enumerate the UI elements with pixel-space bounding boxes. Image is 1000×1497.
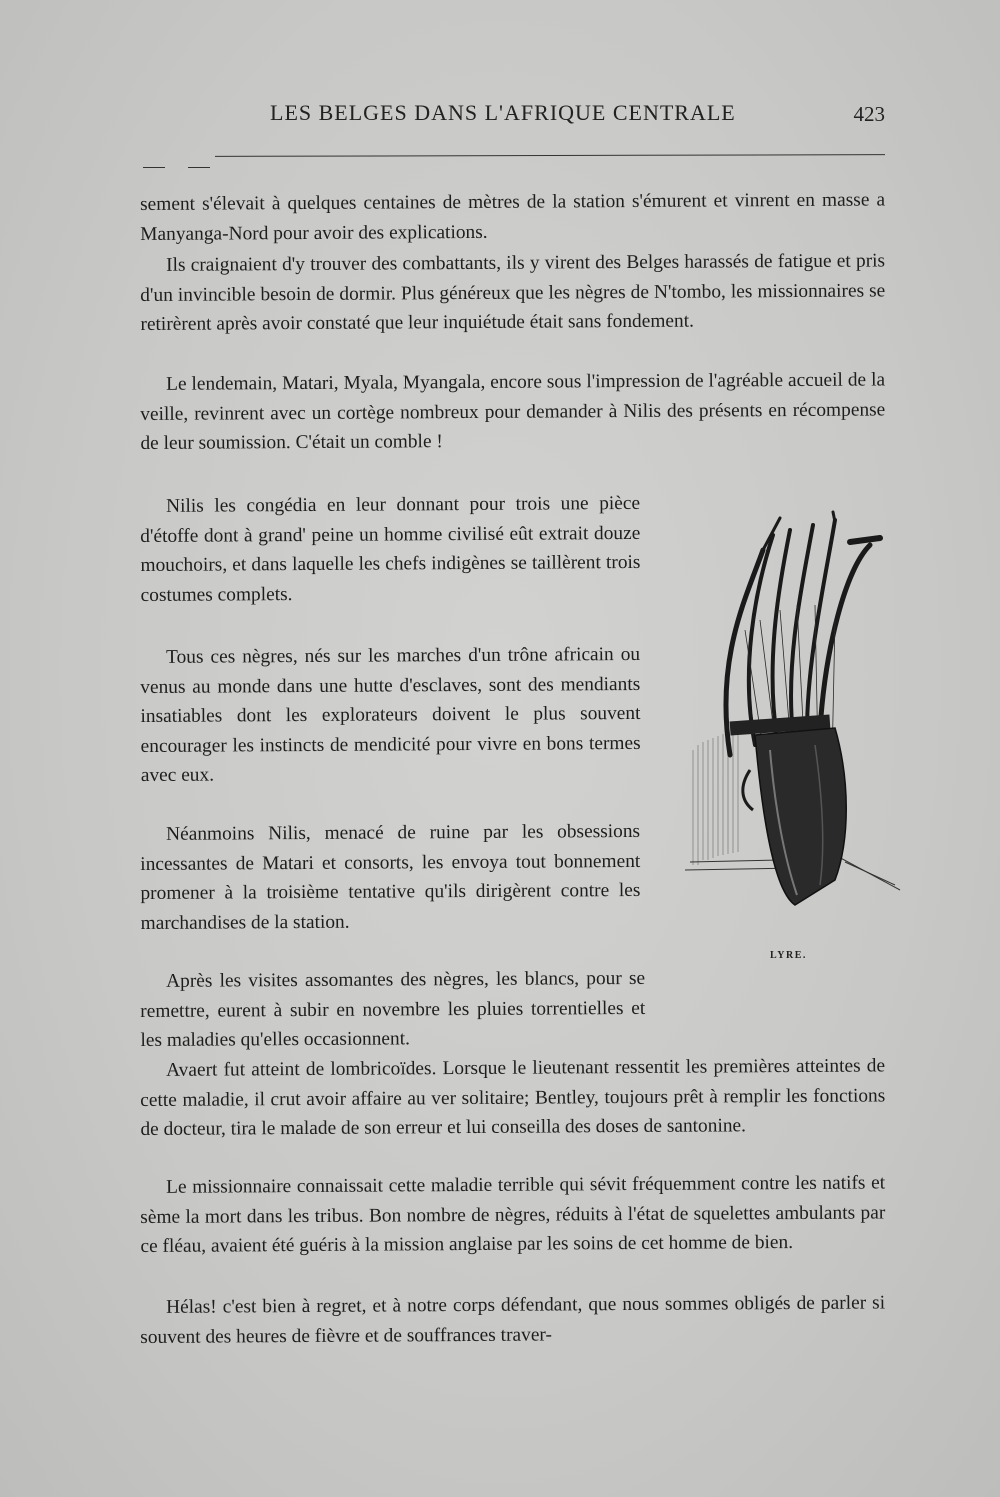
lyre-body [755,728,846,905]
header-rule-dash [188,167,210,168]
paragraph: sement s'élevait à quelques centaines de mètres de la station s'émurent et vinrent en masse a Manyanga-Nord pour avoir des explications. [140,189,886,245]
page-header [140,100,885,140]
header-rule [215,154,885,157]
lyre-illustration [685,510,910,925]
paragraph: Néanmoins Nilis, menacé de ruine par les obsessions incessantes de Matari et consorts, les envoya tout bonnement promener à la troisième tentative qu'ils dirigèrent contre les marchandises de la station. [140,820,641,934]
lyre-drawing [685,510,910,925]
paragraph: Le lendemain, Matari, Myala, Myangala, encore sous l'impression de l'agréable accueil de la veille, revinrent avec un cortège nombreux pour demander à Nilis des présents en récompense de leur soumission. C'était un comble ! [140,369,886,455]
paragraph: Le missionnaire connaissait cette maladie terrible qui sévit fréquemment contre les natifs et sème la mort dans les tribus. Bon nombre de nègres, réduits à l'état de squelettes ambulants par ce fléau, avaient été guéris à la mission anglaise par les soins de cet homme de bien. [140,1172,886,1258]
paragraph: Avaert fut atteint de lombricoïdes. Lorsque le lieutenant ressentit les premières atteintes de cette maladie, il crut avoir affaire au ver solitaire; Bentley, toujours prêt à remplir les fonctions de docteur, tira le malade de son erreur et lui conseilla des doses de santonine. [140,1055,886,1141]
lyre-handle [743,770,753,810]
paragraph: Après les visites assomantes des nègres, les blancs, pour se remettre, eurent à subir en novembre les pluies torrentielles et les maladies qu'elles occasionnent. [140,967,646,1052]
running-title: LES BELGES DANS L'AFRIQUE CENTRALE [270,100,736,125]
paragraph: Nilis les congédia en leur donnant pour trois une pièce d'étoffe dont à grand' peine un homme civilisé eût extrait douze mouchoirs, et dans laquelle les chefs indigènes se taillèrent trois costumes complets. [140,492,641,606]
paragraph: Ils craignaient d'y trouver des combattants, ils y virent des Belges harassés de fatigue et pris d'un invincible besoin de dormir. Plus généreux que les nègres de N'tombo, les missionnaires se retirèrent après avoir constaté que leur inquiétude était sans fondement. [140,250,886,336]
paragraph: Tous ces nègres, nés sur les marches d'un trône africain ou venus au monde dans une hutte d'esclaves, sont des mendiants insatiables dont les explorateurs doivent le plus souvent encourager les instincts de mendicité pour vivre en bons termes avec eux. [140,643,641,787]
page-number: 423 [853,102,885,126]
figure-caption: LYRE. [770,950,807,961]
header-rule-dash [143,167,165,168]
paragraph: Hélas! c'est bien à regret, et à notre corps défendant, que nous sommes obligés de parler si souvent des heures de fièvre et de souffrances traver- [140,1292,886,1348]
